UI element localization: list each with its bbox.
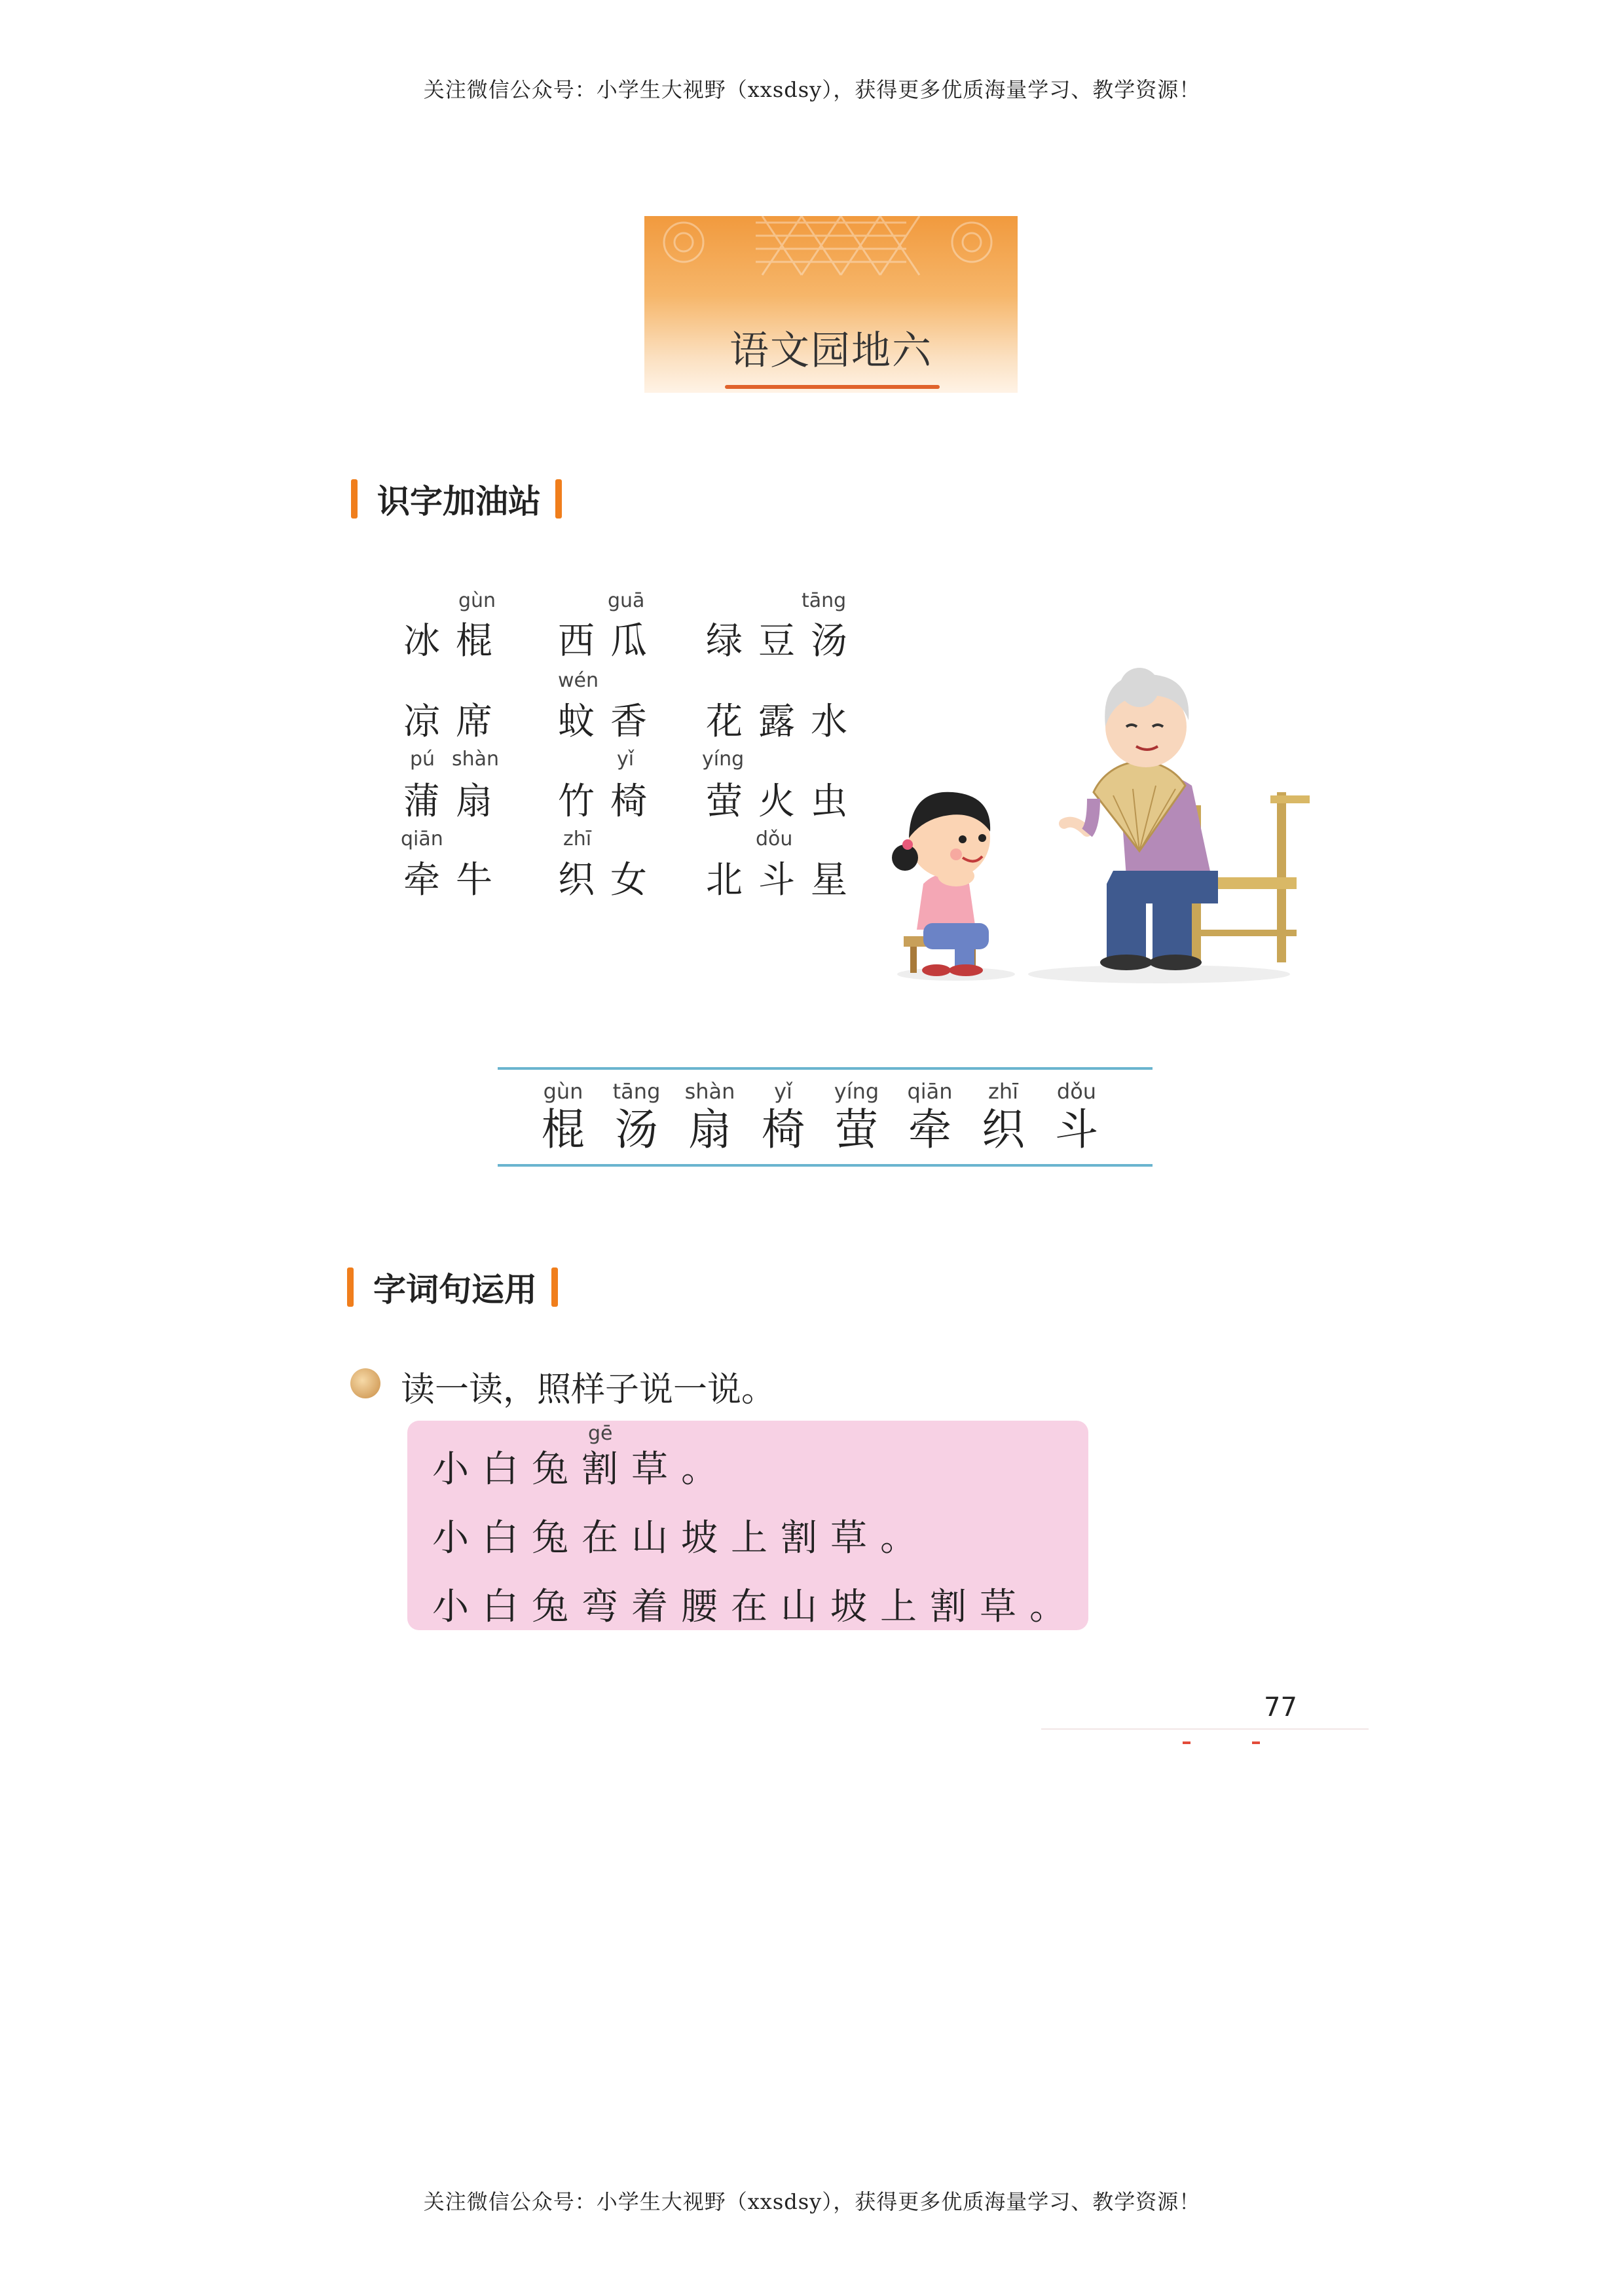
heading-bar-left: [347, 1267, 354, 1307]
strip-bottom-line: [498, 1164, 1153, 1167]
strip-hanzi: 萤: [835, 1104, 878, 1155]
strip-char: [967, 1079, 1039, 1155]
word-liangxi: 凉席: [403, 701, 508, 743]
footer-decor-mark: [1252, 1741, 1260, 1744]
heading-bar-right: [551, 1267, 558, 1307]
strip-pinyin: qiān: [907, 1079, 953, 1104]
section-heading-usage: [347, 1264, 558, 1311]
strip-hanzi: 扇: [688, 1104, 731, 1155]
strip-char: [1041, 1079, 1113, 1155]
pinyin-pu: pú: [410, 748, 435, 771]
title-underline: [725, 385, 940, 389]
pinyin-yi: yǐ: [617, 748, 635, 771]
word-wenxiang: 蚊香: [558, 701, 663, 743]
footer-decor-mark: [1183, 1741, 1190, 1744]
word-qianniu: 牵牛: [403, 859, 508, 902]
strip-char: [527, 1079, 599, 1155]
strip-hanzi: 织: [982, 1104, 1025, 1155]
pinyin-gua: guā: [608, 589, 645, 612]
pinyin-wen: wén: [558, 669, 599, 692]
strip-char: [674, 1079, 746, 1155]
strip-pinyin: gùn: [543, 1079, 583, 1104]
pinyin-tang: tāng: [802, 589, 847, 612]
pinyin-ge: gē: [588, 1422, 613, 1445]
strip-top-line: [498, 1067, 1153, 1070]
strip-char: [894, 1079, 966, 1155]
word-zhinv: 织女: [558, 859, 663, 902]
strip-hanzi: 牵: [908, 1104, 951, 1155]
footer-decor-line: [1041, 1728, 1369, 1730]
exercise-bullet-icon: [350, 1368, 380, 1398]
strip-pinyin: yǐ: [774, 1079, 792, 1104]
strip-pinyin: dǒu: [1056, 1079, 1097, 1104]
banner-pattern: [644, 216, 1018, 314]
title-banner: [644, 216, 1018, 393]
pinyin-ying: yíng: [702, 748, 745, 771]
word-pushan: 蒲扇: [403, 780, 508, 823]
strip-pinyin: tāng: [612, 1079, 661, 1104]
example-sentence-1: 小白兔割草。: [432, 1448, 731, 1491]
page-title: 语文园地六: [729, 328, 932, 374]
word-zhuyi: 竹椅: [558, 780, 663, 823]
word-xigua: 西瓜: [558, 620, 663, 663]
strip-char: [747, 1079, 819, 1155]
heading-bar-right: [555, 479, 562, 519]
pinyin-qian: qiān: [401, 828, 443, 850]
word-lvdoutang: 绿豆汤: [706, 620, 863, 663]
pinyin-gun: gùn: [458, 589, 496, 612]
pinyin-shan: shàn: [452, 748, 500, 771]
strip-pinyin: shàn: [684, 1079, 735, 1104]
section-heading-text: 字词句运用: [373, 1271, 537, 1309]
strip-hanzi: 斗: [1055, 1104, 1098, 1155]
page-number: 77: [1264, 1692, 1297, 1722]
word-bingun: 冰棍: [403, 620, 508, 663]
strip-char: [600, 1079, 673, 1155]
example-sentence-2: 小白兔在山坡上割草。: [432, 1517, 930, 1559]
strip-hanzi: 椅: [762, 1104, 805, 1155]
strip-hanzi: 汤: [615, 1104, 658, 1155]
word-beidouxing: 北斗星: [706, 859, 863, 902]
watermark-bottom: 关注微信公众号：小学生大视野（xxsdsy），获得更多优质海量学习、教学资源！: [423, 2189, 1201, 2214]
illustration-grandma-girl: [877, 655, 1323, 995]
exercise-instruction: 读一读，照样子说一说。: [401, 1370, 776, 1410]
watermark-top: 关注微信公众号：小学生大视野（xxsdsy），获得更多优质海量学习、教学资源！: [423, 77, 1201, 102]
section-heading-text: 识字加油站: [377, 483, 541, 520]
strip-pinyin: yíng: [834, 1079, 879, 1104]
pinyin-zhi: zhī: [563, 828, 592, 850]
strip-char: [821, 1079, 893, 1155]
pinyin-dou: dǒu: [756, 828, 793, 850]
section-heading-literacy: [351, 475, 562, 522]
example-sentence-3: 小白兔弯着腰在山坡上割草。: [432, 1586, 1079, 1628]
word-hualushui: 花露水: [706, 701, 863, 743]
heading-bar-left: [351, 479, 358, 519]
strip-hanzi: 棍: [542, 1104, 585, 1155]
strip-pinyin: zhī: [988, 1079, 1018, 1104]
word-yinghuochong: 萤火虫: [706, 780, 863, 823]
